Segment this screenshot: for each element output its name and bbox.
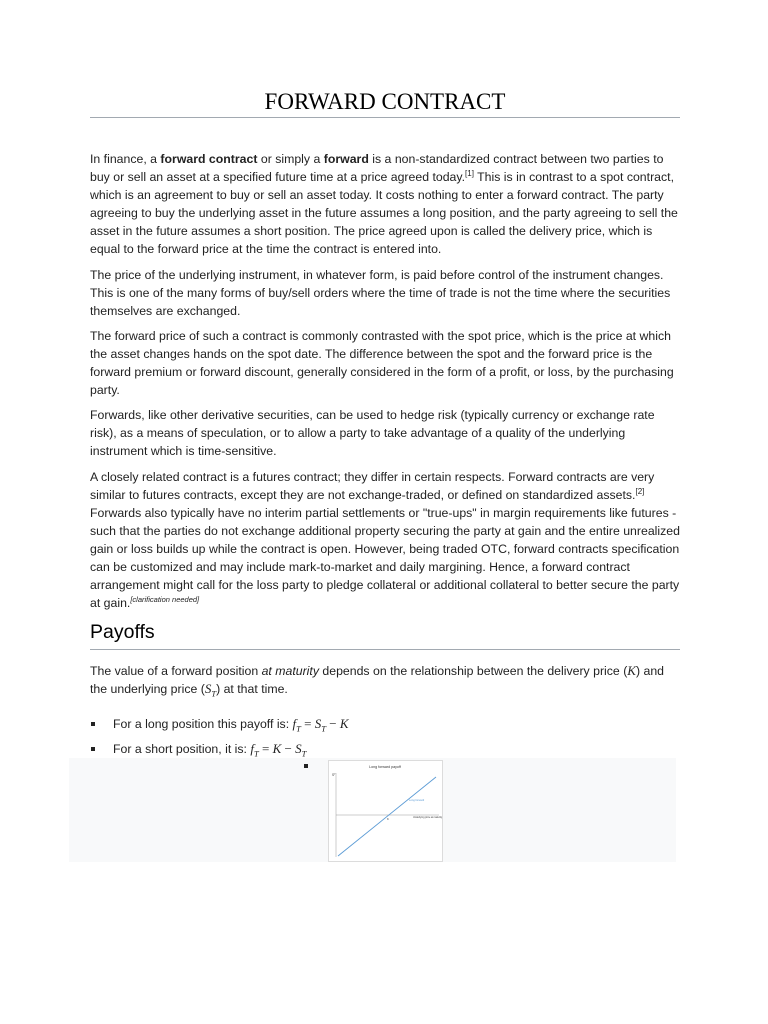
math-s: S: [314, 716, 322, 732]
text: Forwards also typically have no interim partial settlements or "true-ups" in margin requirements like futures - such that the parties do not exchange additional property securing the party at gain and the entire unrealized gain or loss builds up while the contract is open. However, being traded OTC, forward contracts specification can be customized and may include mark-to-market and daily margining. Hence, a forward contract arrangement might call for the loss party to pledge collateral or additional collateral to better secure the party at gain.: [90, 505, 680, 611]
text: A closely related contract is a futures contract; they differ in certain respects. Forward contracts are very similar to futures contracts, except they are not exchange-traded, or defined on standardized assets.: [90, 469, 655, 502]
title-divider: [90, 117, 680, 118]
emphasis-at-maturity: at maturity: [261, 664, 319, 679]
image-gallery: [69, 758, 676, 862]
text: The value of a forward position: [90, 664, 262, 679]
math-k: K: [627, 663, 636, 679]
math-f: f: [292, 716, 297, 732]
math-sub: T: [321, 723, 326, 734]
clarification-needed-link[interactable]: [clarification needed]: [130, 595, 200, 605]
math-sub: T: [301, 748, 307, 759]
paragraph-5: [90, 468, 680, 613]
math-sub: T: [296, 723, 301, 734]
payoff-list: [90, 715, 680, 762]
line-label: Long forward: [409, 799, 425, 802]
term-forward: forward: [323, 152, 369, 166]
math-s: S: [204, 681, 212, 697]
math-minus: −: [325, 716, 340, 732]
list-item-long-payoff: [90, 715, 680, 738]
text: ) and the underlying price (: [90, 664, 664, 697]
text: In finance, a: [90, 152, 161, 166]
math-minus: −: [281, 740, 296, 756]
paragraph-2: The price of the underlying instrument, in whatever form, is paid before control of the instrument changes. This is one of the many forms of buy/sell orders where the time of trade is not the time where the securities themselves are exchanged.: [90, 267, 671, 318]
text: ) at that time.: [216, 682, 288, 697]
math-sub-t: T: [211, 688, 217, 699]
reference-2[interactable]: [2]: [635, 486, 645, 496]
math-s: S: [295, 740, 302, 756]
paragraph-payoffs-intro: [90, 662, 680, 703]
math-f: f: [250, 740, 254, 756]
paragraph-4: Forwards, like other derivative securities, can be used to hedge risk (typically currency or exchange rate risk), as a means of speculation, or to allow a party to take advantage of a quality of the underlying instrument which is time-sensitive.: [90, 408, 655, 459]
text: is a non-standardized contract between two parties to buy or sell an asset at a specified future time at a price agreed today.: [90, 152, 664, 185]
y-axis-label: Sᵀ: [332, 773, 336, 777]
paragraph-3: The forward price of such a contract is commonly contrasted with the spot price, which is the price at which the asset changes hands on the spot date. The difference between the spot and the forward price is the forward premium or forward discount, generally considered in the form of a profit, or loss, by the purchasing party.: [90, 328, 674, 398]
gallery-bullet: [304, 764, 308, 768]
math-k: K: [272, 740, 282, 756]
formula-short: [250, 740, 307, 759]
k-label: K: [387, 817, 389, 821]
math-st: [204, 681, 217, 699]
text: This is in contrast to a spot contract, which is an agreement to buy or sell an asset today. It costs nothing to enter a forward contract. The party agreeing to buy the underlying asset in the future assumes a long position, and the party agreeing to sell the asset in the future assumes a short position. The price agreed upon is called the delivery price, which is equal to the forward price at the time the contract is entered into.: [90, 170, 678, 257]
reference-1[interactable]: [1]: [465, 169, 474, 178]
term-forward-contract: forward contract: [160, 152, 258, 166]
paragraph-intro: [90, 150, 680, 259]
bullet-text: For a long position this payoff is:: [113, 717, 293, 732]
formula-long: [292, 716, 349, 734]
math-sub: T: [254, 748, 259, 759]
x-axis-label: Underlying price at maturity: [413, 816, 442, 819]
payoff-chart: [329, 761, 442, 861]
bullet-text: For a short position, it is:: [113, 741, 251, 756]
text: depends on the relationship between the delivery price (: [318, 664, 628, 679]
section-heading-payoffs: Payoffs: [90, 619, 680, 650]
math-equals: =: [258, 740, 273, 756]
page-title: FORWARD CONTRACT: [264, 89, 506, 114]
math-k: K: [339, 716, 349, 732]
math-equals: =: [300, 716, 315, 732]
thumbnail-title: Long forward payoff: [369, 765, 401, 769]
article-body: [90, 150, 680, 764]
long-forward-payoff-thumbnail[interactable]: [328, 760, 443, 862]
text: or simply a: [257, 152, 324, 166]
